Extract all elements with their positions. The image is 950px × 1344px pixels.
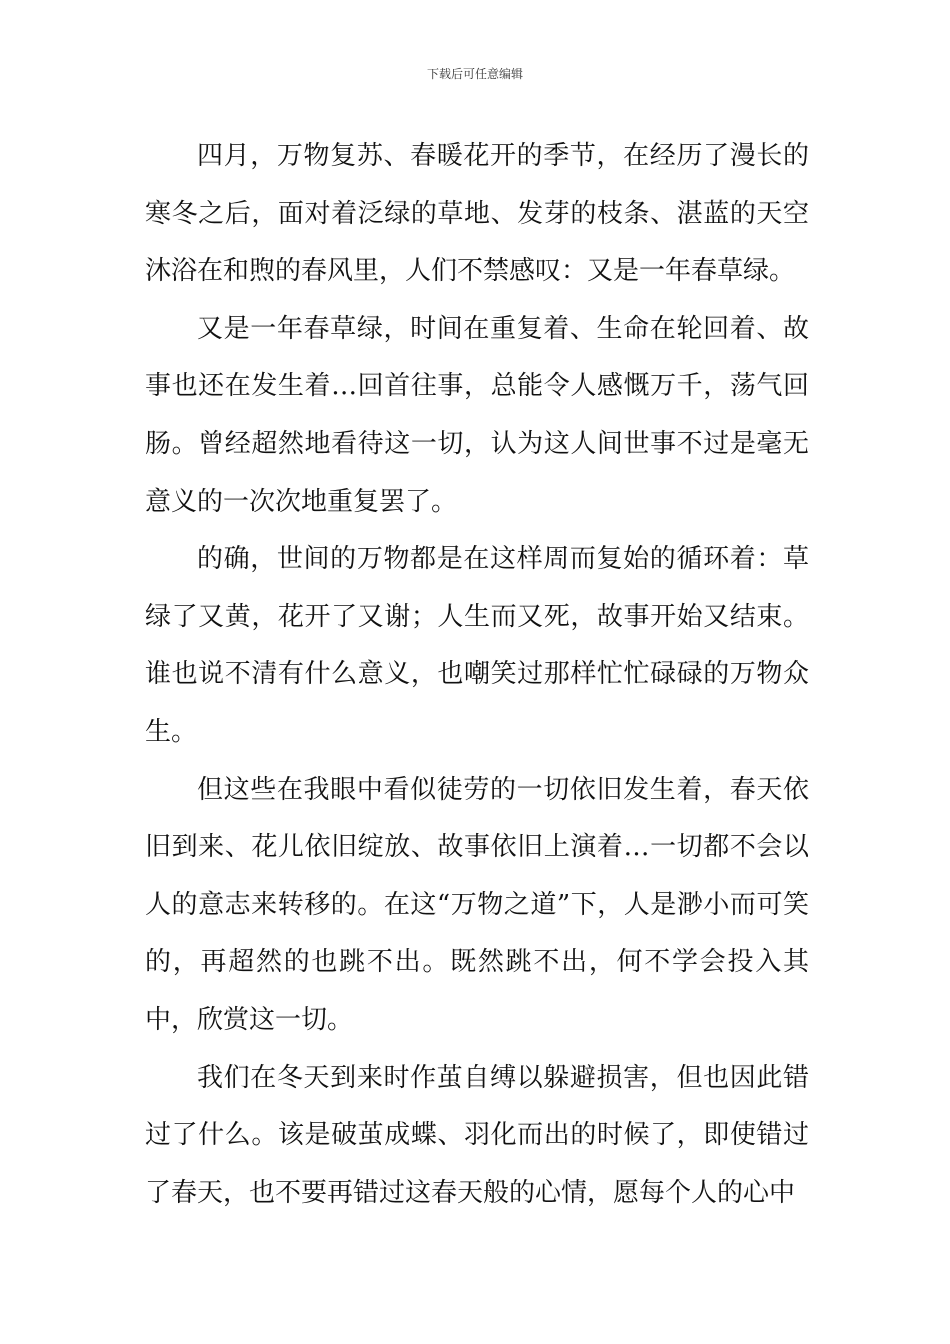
page-header: 下载后可任意编辑 bbox=[426, 67, 523, 81]
paragraph-5: 我们在冬天到来时作茧自缚以躲避损害，但也因此错过了什么。该是破茧成蝶、羽化而出的时候了，即使错过了春天，也不要再错过这春天般的心情，愿每个人的心中 bbox=[145, 1062, 809, 1208]
paragraph-3: 的确，世间的万物都是在这样周而复始的循环着：草绿了又黄，花开了又谢；人生而又死，故事开始又结束。谁也说不清有什么意义，也嘲笑过那样忙忙碌碌的万物众生。 bbox=[145, 544, 809, 747]
document-body bbox=[145, 128, 809, 1222]
paragraph-2: 又是一年春草绿，时间在重复着、生命在轮回着、故事也还在发生着…回首往事，总能令人感慨万千，荡气回肠。曾经超然地看待这一切，认为这人间世事不过是毫无意义的一次次地重复罢了。 bbox=[145, 313, 809, 517]
paragraph-1: 四月，万物复苏、春暖花开的季节，在经历了漫长的寒冬之后，面对着泛绿的草地、发芽的枝条、湛蓝的天空沐浴在和煦的春风里，人们不禁感叹：又是一年春草绿。 bbox=[145, 141, 809, 287]
paragraph-4: 但这些在我眼中看似徒劳的一切依旧发生着，春天依旧到来、花儿依旧绽放、故事依旧上演着…一切都不会以人的意志来转移的。在这“万物之道”下，人是渺小而可笑的，再超然的也跳不出。既然跳不出，何不学会投入其中，欣赏这一切。 bbox=[145, 774, 809, 1035]
